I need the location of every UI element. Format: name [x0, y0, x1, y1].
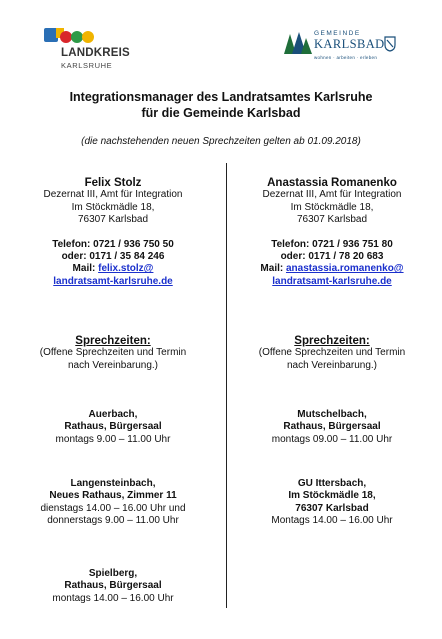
karlsbad-trees-icon — [284, 32, 312, 56]
email-link-part2[interactable]: landratsamt-karlsruhe.de — [272, 275, 392, 287]
hours-note-line2: nach Vereinbarung.) — [67, 359, 159, 371]
email-link-part2[interactable]: landratsamt-karlsruhe.de — [53, 275, 173, 287]
page-title-line2: für die Gemeinde Karlsbad — [141, 106, 301, 120]
location-place: GU Ittersbach, — [297, 478, 367, 489]
location-place: Auerbach, — [88, 409, 138, 420]
location-spielberg — [13, 568, 213, 605]
contact-name: Anastassia Romanenko — [267, 177, 397, 189]
location-room: Neues Rathaus, Zimmer 11 — [49, 490, 177, 502]
location-mutschelbach — [232, 409, 432, 446]
location-time: montags 09.00 – 11.00 Uhr — [271, 433, 393, 445]
location-place: Langensteinbach, — [70, 478, 156, 489]
location-time: Montags 14.00 – 16.00 Uhr — [271, 515, 393, 527]
contact-phone: Telefon: 0721 / 936 750 50 — [52, 238, 174, 250]
contact-city: 76307 Karlsbad — [77, 214, 149, 226]
email-link-part1[interactable]: anastassia.romanenko@ — [285, 263, 404, 275]
location-time: dienstags 14.00 – 16.00 Uhr und — [40, 502, 186, 514]
landkreis-logo-mark-icon — [44, 26, 104, 48]
gemeinde-karlsbad-logo — [284, 30, 404, 66]
location-time: montags 14.00 – 16.00 Uhr — [52, 592, 174, 604]
location-time: montags 9.00 – 11.00 Uhr — [55, 433, 171, 445]
landkreis-sub: KARLSRUHE — [61, 61, 113, 70]
hours-heading: Sprechzeiten: — [294, 335, 370, 347]
page-subtitle: (die nachstehenden neuen Sprechzeiten gelten ab 01.09.2018) — [81, 136, 361, 147]
contact-street: Im Stöckmädle 18, — [290, 201, 374, 213]
contact-right — [232, 177, 432, 288]
location-place: Spielberg, — [88, 568, 138, 579]
karlsbad-name: KARLSBAD — [314, 37, 385, 51]
landkreis-name: LANDKREIS — [61, 47, 130, 59]
contact-phone: Telefon: 0721 / 936 751 80 — [271, 238, 393, 250]
landkreis-karlsruhe-logo — [44, 26, 154, 70]
mail-label: Mail: — [72, 263, 99, 275]
hours-left — [13, 335, 213, 372]
location-langensteinbach — [13, 478, 213, 528]
location-street: Im Stöckmädle 18, — [288, 490, 376, 502]
contact-city: 76307 Karlsbad — [296, 214, 368, 226]
hours-right — [232, 335, 432, 372]
location-room: Rathaus, Bürgersaal — [64, 421, 162, 433]
location-city: 76307 Karlsbad — [295, 502, 369, 514]
contact-left — [13, 177, 213, 288]
column-divider — [226, 163, 227, 608]
karlsbad-crest-icon — [384, 36, 396, 52]
hours-heading: Sprechzeiten: — [75, 335, 151, 347]
location-room: Rathaus, Bürgersaal — [64, 580, 162, 592]
location-room: Rathaus, Bürgersaal — [283, 421, 381, 433]
location-auerbach — [13, 409, 213, 446]
hours-note-line2: nach Vereinbarung.) — [286, 359, 378, 371]
mail-label: Mail: — [260, 263, 286, 275]
contact-street: Im Stöckmädle 18, — [71, 201, 155, 213]
location-place: Mutschelbach, — [297, 409, 367, 420]
page-title-line1: Integrationsmanager des Landratsamtes Karlsruhe — [69, 90, 373, 104]
location-time-2: donnerstags 9.00 – 11.00 Uhr — [47, 515, 179, 527]
hours-note-line1: (Offene Sprechzeiten und Termin — [39, 347, 187, 359]
location-gu-ittersbach — [232, 478, 432, 528]
contact-dept: Dezernat III, Amt für Integration — [262, 189, 402, 201]
hours-note-line1: (Offene Sprechzeiten und Termin — [258, 347, 406, 359]
karlsbad-tagline: wohnen · arbeiten · erleben — [314, 55, 378, 60]
contact-phone-alt: oder: 0171 / 78 20 683 — [280, 251, 384, 263]
email-link-part1[interactable]: felix.stolz@ — [98, 263, 154, 275]
contact-name: Felix Stolz — [84, 177, 142, 189]
karlsbad-gemeinde-label: GEMEINDE — [314, 30, 361, 37]
contact-dept: Dezernat III, Amt für Integration — [43, 189, 183, 201]
contact-phone-alt: oder: 0171 / 35 84 246 — [61, 251, 165, 263]
